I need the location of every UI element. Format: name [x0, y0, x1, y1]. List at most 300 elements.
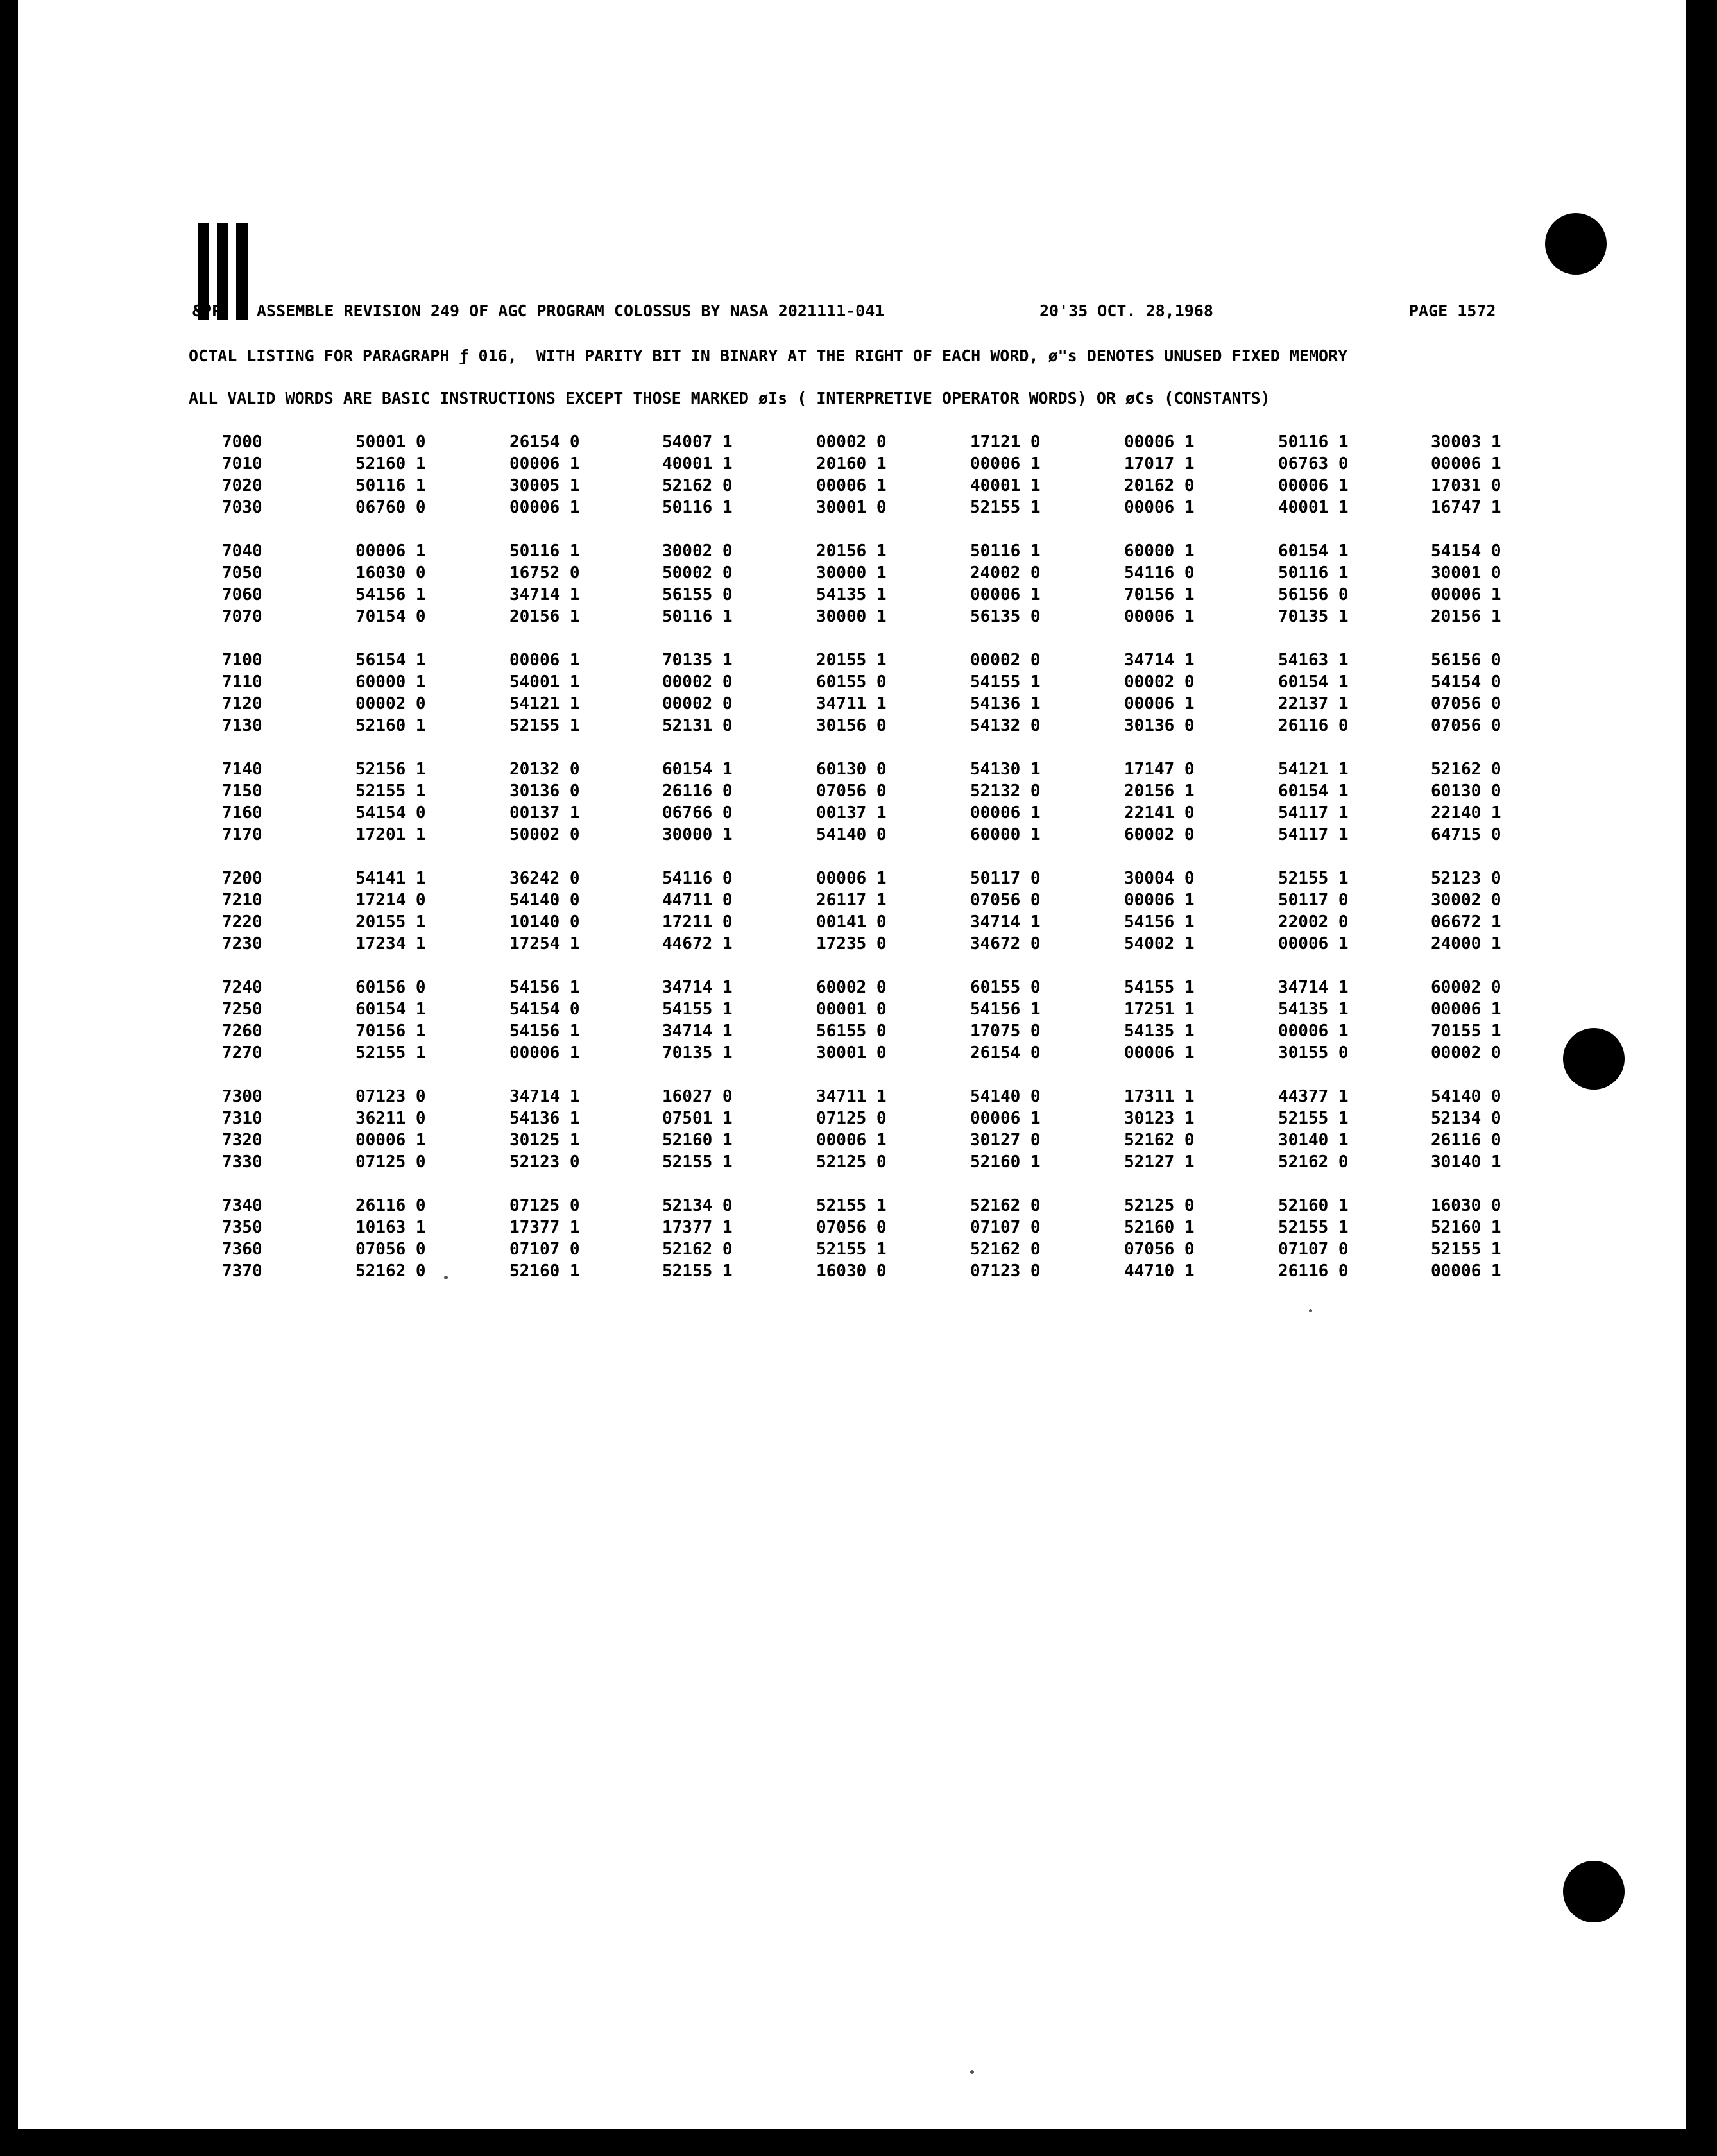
- word-cell: 60154 1: [1278, 782, 1349, 801]
- word-cell: 22137 1: [1278, 694, 1349, 714]
- address-cell: 7350: [222, 1218, 262, 1237]
- word-cell: 34714 1: [662, 978, 733, 997]
- word-cell: 07501 1: [662, 1109, 733, 1128]
- word-cell: 30140 1: [1431, 1152, 1501, 1172]
- word-cell: 17311 1: [1124, 1087, 1195, 1106]
- word-cell: 30001 0: [1431, 563, 1501, 583]
- word-cell: 30004 0: [1124, 869, 1195, 888]
- word-cell: 52162 0: [1431, 760, 1501, 779]
- word-cell: 17235 0: [816, 934, 887, 954]
- word-cell: 56154 1: [355, 651, 426, 670]
- address-cell: 7060: [222, 585, 262, 604]
- word-cell: 52162 0: [970, 1240, 1041, 1259]
- address-cell: 7260: [222, 1022, 262, 1041]
- word-cell: 00006 1: [355, 542, 426, 561]
- word-cell: 07056 0: [1431, 694, 1501, 714]
- word-cell: 44672 1: [662, 934, 733, 954]
- word-cell: 00006 1: [1124, 694, 1195, 714]
- punch-hole-top: [1545, 213, 1607, 275]
- word-cell: 00006 1: [1124, 891, 1195, 910]
- word-cell: 50117 0: [970, 869, 1041, 888]
- word-cell: 07056 0: [1431, 716, 1501, 735]
- word-cell: 22002 0: [1278, 912, 1349, 932]
- word-cell: 52155 1: [816, 1240, 887, 1259]
- word-cell: 54117 1: [1278, 825, 1349, 844]
- word-cell: 56156 0: [1278, 585, 1349, 604]
- word-cell: 26154 0: [509, 432, 580, 452]
- word-cell: 17214 0: [355, 891, 426, 910]
- word-cell: 34714 1: [662, 1022, 733, 1041]
- word-cell: 00006 1: [1124, 1043, 1195, 1063]
- word-cell: 54154 0: [1431, 672, 1501, 692]
- word-cell: 52155 1: [970, 498, 1041, 517]
- word-cell: 30002 0: [1431, 891, 1501, 910]
- word-cell: 16030 0: [355, 563, 426, 583]
- word-cell: 40001 1: [970, 476, 1041, 495]
- address-cell: 7330: [222, 1152, 262, 1172]
- word-cell: 40001 1: [662, 454, 733, 474]
- address-cell: 7120: [222, 694, 262, 714]
- word-cell: 16752 0: [509, 563, 580, 583]
- word-cell: 52155 1: [1431, 1240, 1501, 1259]
- page-number: PAGE 1572: [1409, 302, 1496, 320]
- word-cell: 70135 1: [1278, 607, 1349, 626]
- word-cell: 52160 1: [1124, 1218, 1195, 1237]
- address-cell: 7140: [222, 760, 262, 779]
- word-cell: 00006 1: [509, 651, 580, 670]
- word-cell: 54155 1: [662, 1000, 733, 1019]
- word-cell: 54140 0: [1431, 1087, 1501, 1106]
- word-cell: 07107 0: [970, 1218, 1041, 1237]
- word-cell: 26116 0: [1278, 716, 1349, 735]
- word-cell: 34714 1: [970, 912, 1041, 932]
- word-cell: 70155 1: [1431, 1022, 1501, 1041]
- word-cell: 52134 0: [1431, 1109, 1501, 1128]
- word-cell: 34711 1: [816, 1087, 887, 1106]
- word-cell: 26116 0: [662, 782, 733, 801]
- word-cell: 56155 0: [816, 1022, 887, 1041]
- word-cell: 50002 0: [662, 563, 733, 583]
- word-cell: 52160 1: [1431, 1218, 1501, 1237]
- word-cell: 52155 1: [816, 1196, 887, 1215]
- word-cell: 50116 1: [1278, 432, 1349, 452]
- word-cell: 16030 0: [816, 1262, 887, 1281]
- address-cell: 7000: [222, 432, 262, 452]
- word-cell: 00006 1: [1431, 585, 1501, 604]
- word-cell: 00006 1: [816, 1131, 887, 1150]
- word-cell: 52155 1: [1278, 1109, 1349, 1128]
- word-cell: 30156 0: [816, 716, 887, 735]
- word-cell: 52155 1: [1278, 869, 1349, 888]
- scan-speck: [970, 2070, 974, 2074]
- word-cell: 10163 1: [355, 1218, 426, 1237]
- word-cell: 20160 1: [816, 454, 887, 474]
- address-cell: 7240: [222, 978, 262, 997]
- word-cell: 54116 0: [1124, 563, 1195, 583]
- word-cell: 60130 0: [816, 760, 887, 779]
- word-cell: 52160 1: [355, 716, 426, 735]
- word-cell: 17121 0: [970, 432, 1041, 452]
- word-cell: 30136 0: [509, 782, 580, 801]
- word-cell: 00006 1: [970, 454, 1041, 474]
- word-cell: 60156 0: [355, 978, 426, 997]
- word-cell: 54135 1: [1278, 1000, 1349, 1019]
- word-cell: 60155 0: [816, 672, 887, 692]
- word-cell: 54130 1: [970, 760, 1041, 779]
- word-cell: 54002 1: [1124, 934, 1195, 954]
- word-cell: 07125 0: [816, 1109, 887, 1128]
- word-cell: 50116 1: [1278, 563, 1349, 583]
- word-cell: 54007 1: [662, 432, 733, 452]
- address-cell: 7150: [222, 782, 262, 801]
- word-cell: 52127 1: [1124, 1152, 1195, 1172]
- word-cell: 06672 1: [1431, 912, 1501, 932]
- word-cell: 52155 1: [1278, 1218, 1349, 1237]
- word-cell: 17251 1: [1124, 1000, 1195, 1019]
- word-cell: 54140 0: [509, 891, 580, 910]
- word-cell: 17031 0: [1431, 476, 1501, 495]
- word-cell: 34714 1: [1124, 651, 1195, 670]
- word-cell: 07125 0: [509, 1196, 580, 1215]
- word-cell: 26117 1: [816, 891, 887, 910]
- address-cell: 7300: [222, 1087, 262, 1106]
- word-cell: 54163 1: [1278, 651, 1349, 670]
- word-cell: 52123 0: [509, 1152, 580, 1172]
- word-cell: 50117 0: [1278, 891, 1349, 910]
- word-cell: 40001 1: [1278, 498, 1349, 517]
- word-cell: 30000 1: [816, 563, 887, 583]
- word-cell: 50116 1: [509, 542, 580, 561]
- word-cell: 00006 1: [509, 498, 580, 517]
- word-cell: 50001 0: [355, 432, 426, 452]
- word-cell: 54136 1: [970, 694, 1041, 714]
- word-cell: 60154 1: [1278, 672, 1349, 692]
- word-cell: 52160 1: [355, 454, 426, 474]
- address-cell: 7050: [222, 563, 262, 583]
- address-cell: 7220: [222, 912, 262, 932]
- word-cell: 52162 0: [1278, 1152, 1349, 1172]
- word-cell: 60155 0: [970, 978, 1041, 997]
- word-cell: 44710 1: [1124, 1262, 1195, 1281]
- header-time: 20'35 OCT. 28,1968: [1039, 302, 1213, 320]
- word-cell: 20156 1: [1431, 607, 1501, 626]
- punch-hole-middle: [1563, 1028, 1625, 1090]
- word-cell: 30123 1: [1124, 1109, 1195, 1128]
- word-cell: 06760 0: [355, 498, 426, 517]
- word-cell: 00006 1: [970, 803, 1041, 823]
- word-cell: 52156 1: [355, 760, 426, 779]
- word-cell: 30001 0: [816, 498, 887, 517]
- word-cell: 52160 1: [662, 1131, 733, 1150]
- word-cell: 52155 1: [662, 1262, 733, 1281]
- word-cell: 54117 1: [1278, 803, 1349, 823]
- word-cell: 00137 1: [816, 803, 887, 823]
- word-cell: 17254 1: [509, 934, 580, 954]
- word-cell: 00006 1: [1278, 934, 1349, 954]
- scan-speck: [444, 1276, 448, 1279]
- word-cell: 52162 0: [1124, 1131, 1195, 1150]
- address-cell: 7110: [222, 672, 262, 692]
- header-title: ASSEMBLE REVISION 249 OF AGC PROGRAM COLOSSUS BY NASA 2021111-041: [257, 302, 885, 320]
- word-cell: 07123 0: [355, 1087, 426, 1106]
- word-cell: 60154 1: [1278, 542, 1349, 561]
- word-cell: 00002 0: [662, 672, 733, 692]
- word-cell: 64715 0: [1431, 825, 1501, 844]
- word-cell: 00006 1: [816, 869, 887, 888]
- scan-speck: [1309, 1309, 1312, 1312]
- word-cell: 60000 1: [1124, 542, 1195, 561]
- word-cell: 17377 1: [662, 1218, 733, 1237]
- word-cell: 34714 1: [509, 585, 580, 604]
- word-cell: 54156 1: [1124, 912, 1195, 932]
- word-cell: 60002 0: [1124, 825, 1195, 844]
- word-cell: 17234 1: [355, 934, 426, 954]
- word-cell: 56155 0: [662, 585, 733, 604]
- address-cell: 7310: [222, 1109, 262, 1128]
- word-cell: 50116 1: [662, 498, 733, 517]
- address-cell: 7070: [222, 607, 262, 626]
- address-cell: 7030: [222, 498, 262, 517]
- word-cell: 54140 0: [970, 1087, 1041, 1106]
- word-cell: 00006 1: [1124, 607, 1195, 626]
- word-cell: 70135 1: [662, 1043, 733, 1063]
- word-cell: 26116 0: [1431, 1131, 1501, 1150]
- word-cell: 30003 1: [1431, 432, 1501, 452]
- word-cell: 20156 1: [509, 607, 580, 626]
- word-cell: 30136 0: [1124, 716, 1195, 735]
- listing-note: ALL VALID WORDS ARE BASIC INSTRUCTIONS EXCEPT THOSE MARKED øIs ( INTERPRETIVE OPERATOR WORDS) OR øCs (CONSTANTS): [189, 389, 1270, 407]
- word-cell: 54135 1: [816, 585, 887, 604]
- word-cell: 06766 0: [662, 803, 733, 823]
- address-cell: 7170: [222, 825, 262, 844]
- word-cell: 60002 0: [816, 978, 887, 997]
- word-cell: 52162 0: [355, 1262, 426, 1281]
- word-cell: 54155 1: [1124, 978, 1195, 997]
- word-cell: 20155 1: [355, 912, 426, 932]
- word-cell: 17211 0: [662, 912, 733, 932]
- punch-hole-bottom: [1563, 1861, 1625, 1922]
- word-cell: 00006 1: [1124, 498, 1195, 517]
- word-cell: 52162 0: [662, 476, 733, 495]
- word-cell: 17017 1: [1124, 454, 1195, 474]
- word-cell: 30155 0: [1278, 1043, 1349, 1063]
- word-cell: 17075 0: [970, 1022, 1041, 1041]
- word-cell: 36242 0: [509, 869, 580, 888]
- word-cell: 52155 1: [355, 782, 426, 801]
- word-cell: 00006 1: [509, 454, 580, 474]
- word-cell: 00002 0: [662, 694, 733, 714]
- word-cell: 54136 1: [509, 1109, 580, 1128]
- word-cell: 16030 0: [1431, 1196, 1501, 1215]
- word-cell: 60154 1: [662, 760, 733, 779]
- word-cell: 44377 1: [1278, 1087, 1349, 1106]
- word-cell: 54141 1: [355, 869, 426, 888]
- word-cell: 22140 1: [1431, 803, 1501, 823]
- word-cell: 00006 1: [970, 585, 1041, 604]
- header-prefix: &PP: [192, 302, 222, 320]
- word-cell: 24002 0: [970, 563, 1041, 583]
- word-cell: 54156 1: [509, 978, 580, 997]
- word-cell: 30001 0: [816, 1043, 887, 1063]
- word-cell: 70156 1: [1124, 585, 1195, 604]
- word-cell: 56156 0: [1431, 651, 1501, 670]
- word-cell: 20155 1: [816, 651, 887, 670]
- word-cell: 07123 0: [970, 1262, 1041, 1281]
- word-cell: 22141 0: [1124, 803, 1195, 823]
- word-cell: 07056 0: [970, 891, 1041, 910]
- word-cell: 00002 0: [1124, 672, 1195, 692]
- word-cell: 70156 1: [355, 1022, 426, 1041]
- word-cell: 54154 0: [1431, 542, 1501, 561]
- word-cell: 56135 0: [970, 607, 1041, 626]
- word-cell: 52160 1: [970, 1152, 1041, 1172]
- word-cell: 00006 1: [355, 1131, 426, 1150]
- word-cell: 00006 1: [1124, 432, 1195, 452]
- word-cell: 30127 0: [970, 1131, 1041, 1150]
- word-cell: 52155 1: [355, 1043, 426, 1063]
- word-cell: 07056 0: [1124, 1240, 1195, 1259]
- word-cell: 34711 1: [816, 694, 887, 714]
- word-cell: 54156 1: [970, 1000, 1041, 1019]
- word-cell: 00006 1: [1278, 476, 1349, 495]
- word-cell: 07125 0: [355, 1152, 426, 1172]
- word-cell: 52160 1: [1278, 1196, 1349, 1215]
- word-cell: 54155 1: [970, 672, 1041, 692]
- word-cell: 20156 1: [1124, 782, 1195, 801]
- word-cell: 30002 0: [662, 542, 733, 561]
- word-cell: 50116 1: [662, 607, 733, 626]
- word-cell: 54140 0: [816, 825, 887, 844]
- word-cell: 00006 1: [970, 1109, 1041, 1128]
- word-cell: 52162 0: [970, 1196, 1041, 1215]
- address-cell: 7250: [222, 1000, 262, 1019]
- address-cell: 7340: [222, 1196, 262, 1215]
- word-cell: 52125 0: [816, 1152, 887, 1172]
- word-cell: 20132 0: [509, 760, 580, 779]
- word-cell: 00002 0: [970, 651, 1041, 670]
- word-cell: 54154 0: [355, 803, 426, 823]
- word-cell: 30005 1: [509, 476, 580, 495]
- word-cell: 00137 1: [509, 803, 580, 823]
- word-cell: 44711 0: [662, 891, 733, 910]
- word-cell: 52155 1: [662, 1152, 733, 1172]
- word-cell: 52155 1: [509, 716, 580, 735]
- word-cell: 00006 1: [1431, 1262, 1501, 1281]
- scanned-page: [18, 0, 1686, 2129]
- word-cell: 24000 1: [1431, 934, 1501, 954]
- word-cell: 07107 0: [1278, 1240, 1349, 1259]
- word-cell: 30140 1: [1278, 1131, 1349, 1150]
- address-cell: 7270: [222, 1043, 262, 1063]
- word-cell: 00006 1: [1431, 454, 1501, 474]
- word-cell: 60002 0: [1431, 978, 1501, 997]
- word-cell: 54156 1: [509, 1022, 580, 1041]
- address-cell: 7040: [222, 542, 262, 561]
- word-cell: 54154 0: [509, 1000, 580, 1019]
- address-cell: 7200: [222, 869, 262, 888]
- word-cell: 34714 1: [1278, 978, 1349, 997]
- word-cell: 20162 0: [1124, 476, 1195, 495]
- word-cell: 00141 0: [816, 912, 887, 932]
- word-cell: 50116 1: [355, 476, 426, 495]
- word-cell: 54121 1: [509, 694, 580, 714]
- word-cell: 07056 0: [816, 1218, 887, 1237]
- word-cell: 34672 0: [970, 934, 1041, 954]
- word-cell: 52125 0: [1124, 1196, 1195, 1215]
- word-cell: 00001 0: [816, 1000, 887, 1019]
- word-cell: 54135 1: [1124, 1022, 1195, 1041]
- word-cell: 20156 1: [816, 542, 887, 561]
- address-cell: 7010: [222, 454, 262, 474]
- address-cell: 7100: [222, 651, 262, 670]
- word-cell: 07056 0: [816, 782, 887, 801]
- word-cell: 54132 0: [970, 716, 1041, 735]
- word-cell: 52160 1: [509, 1262, 580, 1281]
- address-cell: 7020: [222, 476, 262, 495]
- word-cell: 17147 0: [1124, 760, 1195, 779]
- word-cell: 26116 0: [1278, 1262, 1349, 1281]
- word-cell: 52123 0: [1431, 869, 1501, 888]
- word-cell: 00006 1: [1278, 1022, 1349, 1041]
- word-cell: 00002 0: [1431, 1043, 1501, 1063]
- address-cell: 7160: [222, 803, 262, 823]
- word-cell: 16027 0: [662, 1087, 733, 1106]
- word-cell: 07056 0: [355, 1240, 426, 1259]
- word-cell: 70135 1: [662, 651, 733, 670]
- word-cell: 30000 1: [816, 607, 887, 626]
- address-cell: 7210: [222, 891, 262, 910]
- word-cell: 70154 0: [355, 607, 426, 626]
- address-cell: 7320: [222, 1131, 262, 1150]
- address-cell: 7230: [222, 934, 262, 954]
- word-cell: 52131 0: [662, 716, 733, 735]
- word-cell: 00002 0: [355, 694, 426, 714]
- word-cell: 52162 0: [662, 1240, 733, 1259]
- word-cell: 10140 0: [509, 912, 580, 932]
- word-cell: 36211 0: [355, 1109, 426, 1128]
- word-cell: 60000 1: [970, 825, 1041, 844]
- word-cell: 60000 1: [355, 672, 426, 692]
- word-cell: 30125 1: [509, 1131, 580, 1150]
- word-cell: 00006 1: [509, 1043, 580, 1063]
- word-cell: 00006 1: [1431, 1000, 1501, 1019]
- word-cell: 54121 1: [1278, 760, 1349, 779]
- word-cell: 52132 0: [970, 782, 1041, 801]
- word-cell: 60154 1: [355, 1000, 426, 1019]
- word-cell: 54001 1: [509, 672, 580, 692]
- listing-description: OCTAL LISTING FOR PARAGRAPH ƒ 016, WITH PARITY BIT IN BINARY AT THE RIGHT OF EACH WORD, ø"s DENOTES UNUSED FIXED MEMORY: [189, 346, 1348, 365]
- word-cell: 06763 0: [1278, 454, 1349, 474]
- address-cell: 7130: [222, 716, 262, 735]
- word-cell: 50002 0: [509, 825, 580, 844]
- word-cell: 17377 1: [509, 1218, 580, 1237]
- word-cell: 54116 0: [662, 869, 733, 888]
- address-cell: 7360: [222, 1240, 262, 1259]
- word-cell: 52134 0: [662, 1196, 733, 1215]
- word-cell: 60130 0: [1431, 782, 1501, 801]
- word-cell: 16747 1: [1431, 498, 1501, 517]
- word-cell: 00002 0: [816, 432, 887, 452]
- word-cell: 26116 0: [355, 1196, 426, 1215]
- word-cell: 50116 1: [970, 542, 1041, 561]
- word-cell: 54156 1: [355, 585, 426, 604]
- word-cell: 00006 1: [816, 476, 887, 495]
- word-cell: 30000 1: [662, 825, 733, 844]
- address-cell: 7370: [222, 1262, 262, 1281]
- word-cell: 17201 1: [355, 825, 426, 844]
- word-cell: 07107 0: [509, 1240, 580, 1259]
- word-cell: 26154 0: [970, 1043, 1041, 1063]
